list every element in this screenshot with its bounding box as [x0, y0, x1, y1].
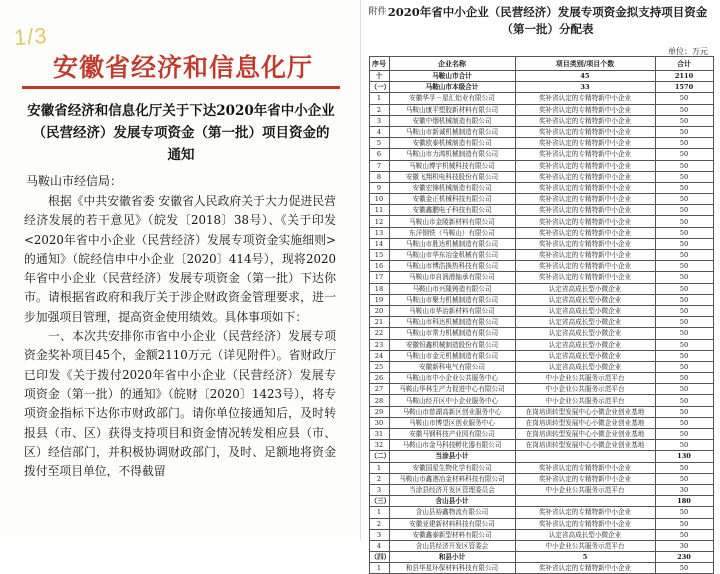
row-no: 14 — [369, 238, 389, 249]
row-company-name: 马鞍山市金陵新材料有限公司 — [389, 216, 515, 227]
row-project-type: 中小企业公共服务示范平台 — [515, 373, 655, 384]
row-amount: 50 — [655, 507, 713, 518]
red-divider-line — [22, 86, 340, 89]
row-project-type — [515, 451, 655, 462]
row-amount: 50 — [655, 238, 713, 249]
row-amount: 50 — [655, 395, 713, 406]
row-amount: 50 — [655, 216, 713, 227]
table-row — [369, 373, 713, 384]
row-no: 24 — [369, 350, 389, 361]
row-no: 19 — [369, 294, 389, 305]
row-no: 16 — [369, 261, 389, 272]
table-row — [369, 451, 713, 462]
row-company-name: 马鞍山经开区中小企业服务中心 — [389, 395, 515, 406]
column-header-total: 合计 — [655, 57, 713, 71]
row-company-name: 马鞍山市胜达机械制造有限公司 — [389, 238, 515, 249]
row-amount: 50 — [655, 138, 713, 149]
right-document-page — [360, 0, 720, 540]
table-row — [369, 93, 713, 104]
row-project-type: 在岗培训转型发展中心小微企业创业基地 — [515, 406, 655, 417]
row-company-name: 马鞍山市科达机械制造有限公司 — [389, 317, 515, 328]
row-no: 30 — [369, 417, 389, 428]
table-row — [369, 160, 713, 171]
table-row — [369, 317, 713, 328]
row-amount: 50 — [655, 440, 713, 451]
table-row — [369, 507, 713, 518]
table-row — [369, 126, 713, 137]
row-amount: 50 — [655, 473, 713, 484]
column-header-no: 序号 — [369, 57, 389, 71]
page-number-watermark: 1/3 — [13, 23, 48, 51]
table-row — [369, 384, 713, 395]
row-no: 27 — [369, 384, 389, 395]
row-company-name: 马鞍山市常力机械制造有限公司 — [389, 328, 515, 339]
row-company-name: 安徽欧泰机械制造有限公司 — [389, 138, 515, 149]
row-amount: 30 — [655, 484, 713, 495]
row-project-type: 在岗培训转型发展中心小微企业创业基地 — [515, 417, 655, 428]
row-company-name: 和县小计 — [389, 552, 515, 563]
document-recipient: 马鞍山市经信局： — [26, 172, 122, 189]
table-row — [369, 71, 713, 82]
row-no: 6 — [369, 149, 389, 160]
row-no: 4 — [369, 126, 389, 137]
row-project-type: 奖补省认定的专精特新中小企业 — [515, 171, 655, 182]
table-row — [369, 194, 713, 205]
row-amount: 50 — [655, 305, 713, 316]
row-no: 5 — [369, 138, 389, 149]
row-project-type: 在岗培训转型发展中心小微企业创业基地 — [515, 429, 655, 440]
row-company-name: 马鞍山市慈湖高新区创业服务中心 — [389, 406, 515, 417]
row-project-type: 奖补省认定的专精特新中小企业 — [515, 238, 655, 249]
row-project-type: 奖补省认定的专精特新中小企业 — [515, 518, 655, 529]
row-amount: 50 — [655, 529, 713, 540]
row-project-type: 认定省高成长型小微企业 — [515, 294, 655, 305]
row-amount: 50 — [655, 373, 713, 384]
table-body — [369, 71, 713, 574]
row-project-type: 5 — [515, 552, 655, 563]
left-document-page — [0, 0, 360, 540]
table-row — [369, 563, 713, 574]
row-amount: 2110 — [655, 71, 713, 82]
row-no: （一） — [369, 82, 389, 93]
row-project-type: 奖补省认定的专精特新中小企业 — [515, 138, 655, 149]
row-no: 13 — [369, 227, 389, 238]
row-company-name: 含山县小计 — [389, 496, 515, 507]
row-project-type: 在岗培训转型发展中心小微企业创业基地 — [515, 440, 655, 451]
row-amount: 50 — [655, 115, 713, 126]
row-company-name: 马鞍山市力鸿机械制造有限公司 — [389, 149, 515, 160]
table-row — [369, 395, 713, 406]
row-no: 20 — [369, 305, 389, 316]
row-company-name: 含山县经济开发区管委会 — [389, 540, 515, 551]
allocation-table — [369, 56, 714, 574]
row-project-type: 奖补省认定的专精特新中小企业 — [515, 507, 655, 518]
row-no: 23 — [369, 339, 389, 350]
row-project-type: 奖补省认定的专精特新中小企业 — [515, 93, 655, 104]
row-no: 十 — [369, 71, 389, 82]
row-amount: 230 — [655, 552, 713, 563]
row-project-type: 奖补省认定的专精特新中小企业 — [515, 104, 655, 115]
row-no: 15 — [369, 250, 389, 261]
row-project-type: 奖补省认定的专精特新中小企业 — [515, 115, 655, 126]
row-no: 32 — [369, 440, 389, 451]
row-company-name: 马鞍山市中小企业公共服务中心 — [389, 373, 515, 384]
row-project-type: 认定省高成长型小微企业 — [515, 328, 655, 339]
row-company-name: 安徽恒鑫机械制造股份有限公司 — [389, 339, 515, 350]
row-amount: 50 — [655, 205, 713, 216]
row-company-name: 马鞍山康平塑胶新材料有限公司 — [389, 104, 515, 115]
row-no: 25 — [369, 361, 389, 372]
table-row — [369, 429, 713, 440]
row-no: 2 — [369, 104, 389, 115]
row-project-type: 奖补省认定的专精特新中小企业 — [515, 160, 655, 171]
document-title: 安徽省经济和信息化厅关于下达2020年省中小企业（民营经济）发展专项资金（第一批）项目资金的通知 — [26, 100, 336, 166]
row-no: 1 — [369, 462, 389, 473]
row-project-type: 奖补省认定的专精特新中小企业 — [515, 182, 655, 193]
row-company-name: 和县华星环保材料科技有限公司 — [389, 563, 515, 574]
row-no: 3 — [369, 484, 389, 495]
row-no: 31 — [369, 429, 389, 440]
row-company-name: 安徽鑫鹏电子科技有限公司 — [389, 205, 515, 216]
row-company-name: 安徽金正机械科技有限公司 — [389, 194, 515, 205]
row-company-name: 马鞍山市鑫港冶金材料科技有限公司 — [389, 473, 515, 484]
row-project-type: 奖补省认定的专精特新中小企业 — [515, 216, 655, 227]
row-no: 1 — [369, 93, 389, 104]
row-company-name: 马鞍山博宇机械科技有限公司 — [389, 160, 515, 171]
table-row — [369, 149, 713, 160]
row-project-type: 认定省高成长型小微企业 — [515, 529, 655, 540]
table-row — [369, 250, 713, 261]
document-body — [24, 192, 336, 481]
row-amount: 50 — [655, 406, 713, 417]
table-row — [369, 529, 713, 540]
row-project-type: 奖补省认定的专精特新中小企业 — [515, 126, 655, 137]
table-row — [369, 104, 713, 115]
row-company-name: 安徽飞翔机电科技股份有限公司 — [389, 171, 515, 182]
row-company-name: 安徽华孚－星汇铝业有限公司 — [389, 93, 515, 104]
row-company-name: 安徽新科电气有限公司 — [389, 361, 515, 372]
body-paragraph-2: 一、本次共安排你市省中小企业（民营经济）发展专项资金奖补项目45个，金额2110万元（详见附件）。省财政厅已印发《关于拨付2020年省中小企业（民营经济）发展专项资金（第一批）的通知》（皖财〔2020〕1423号），将专项资金指标下达你市财政部门。请你单位接通知后，及时转报县（市、区）获得支持项目和资金情况转发相应县（市、区）经信部门，并积极协调财政部门，及时、足额地将资金拨付至项目单位，不得截留 — [24, 327, 336, 481]
row-amount: 50 — [655, 339, 713, 350]
row-amount: 50 — [655, 417, 713, 428]
organization-header: 安徽省经济和信息化厅 — [18, 48, 348, 84]
attachment-label: 附件 — [369, 4, 387, 17]
row-company-name: 安徽马钢科技产业园有限公司 — [389, 429, 515, 440]
row-no: 22 — [369, 328, 389, 339]
table-title: 2020年省中小企业（民营经济）发展专项资金拟支持项目资金（第一批）分配表 — [383, 4, 713, 38]
row-company-name: 马鞍山市华东冶金机械有限公司 — [389, 250, 515, 261]
row-company-name: 马鞍山市华冶新材料有限公司 — [389, 305, 515, 316]
row-company-name: 含山县裕鑫物流有限公司 — [389, 507, 515, 518]
table-row — [369, 328, 713, 339]
row-amount: 180 — [655, 496, 713, 507]
row-amount: 50 — [655, 149, 713, 160]
row-no: 21 — [369, 317, 389, 328]
row-project-type: 奖补省认定的专精特新中小企业 — [515, 473, 655, 484]
table-row — [369, 115, 713, 126]
row-no: 26 — [369, 373, 389, 384]
row-project-type: 中小企业公共服务示范平台 — [515, 384, 655, 395]
row-project-type: 认定省高成长型小微企业 — [515, 283, 655, 294]
row-amount: 1570 — [655, 82, 713, 93]
column-header-type: 项目类别/项目个数 — [515, 57, 655, 71]
row-company-name: 马鞍山华林生产力促进中心有限公司 — [389, 384, 515, 395]
table-row — [369, 462, 713, 473]
row-project-type: 奖补省认定的专精特新中小企业 — [515, 205, 655, 216]
row-company-name: 马鞍山市兴隆铸造有限公司 — [389, 283, 515, 294]
row-amount: 50 — [655, 350, 713, 361]
row-company-name: 马鞍山市新诚机械制造有限公司 — [389, 126, 515, 137]
row-company-name: 马鞍山市博望区创业服务中心 — [389, 417, 515, 428]
body-paragraph-1: 根据《中共安徽省委 安徽省人民政府关于大力促进民营经济发展的若干意见》（皖发〔2018〕38号）、《关于印发<2020年省中小企业（民营经济）发展专项资金实施细则>的通知》（皖经信申中小企业〔2020〕414号），现将2020年省中小企业（民营经济）发展专项资金（第一批）下达你市。请根据省政府和我厅关于涉企财政资金管理要求，进一步加强项目管理，提高资金使用绩效。具体事项如下： — [24, 192, 336, 327]
row-amount: 50 — [655, 429, 713, 440]
table-row — [369, 518, 713, 529]
table-row — [369, 496, 713, 507]
row-amount: 50 — [655, 563, 713, 574]
table-row — [369, 171, 713, 182]
row-no: 1 — [369, 507, 389, 518]
row-company-name: 马鞍山市金元机械制造有限公司 — [389, 350, 515, 361]
row-project-type: 奖补省认定的专精特新中小企业 — [515, 149, 655, 160]
row-project-type: 奖补省认定的专精特新中小企业 — [515, 462, 655, 473]
row-no: 10 — [369, 194, 389, 205]
row-amount: 50 — [655, 126, 713, 137]
table-row — [369, 552, 713, 563]
row-no: 11 — [369, 205, 389, 216]
row-company-name: 安徽亚建新材料科技有限公司 — [389, 518, 515, 529]
row-project-type: 认定省高成长型小微企业 — [515, 361, 655, 372]
row-amount: 50 — [655, 462, 713, 473]
row-amount: 50 — [655, 361, 713, 372]
table-row — [369, 339, 713, 350]
row-project-type: 奖补省认定的专精特新中小企业 — [515, 250, 655, 261]
table-row — [369, 350, 713, 361]
table-row — [369, 540, 713, 551]
row-amount: 50 — [655, 227, 713, 238]
row-no: 8 — [369, 171, 389, 182]
row-company-name: 当涂县经济开发区管理委员会 — [389, 484, 515, 495]
unit-note: 单位：万元 — [668, 46, 708, 57]
row-no: 9 — [369, 182, 389, 193]
row-amount: 50 — [655, 93, 713, 104]
table-row — [369, 261, 713, 272]
row-company-name: 马鞍山市博浩换热科技有限公司 — [389, 261, 515, 272]
row-company-name: 马鞍山市本级合计 — [389, 82, 515, 93]
row-company-name: 安徽中烟机械制造有限公司 — [389, 115, 515, 126]
row-amount: 50 — [655, 171, 713, 182]
row-no: 28 — [369, 395, 389, 406]
row-project-type: 45 — [515, 71, 655, 82]
row-company-name: 东洋钢铁（马鞍山）有限公司 — [389, 227, 515, 238]
row-no: 2 — [369, 473, 389, 484]
row-amount: 50 — [655, 518, 713, 529]
table-row — [369, 82, 713, 93]
row-no: 12 — [369, 216, 389, 227]
table-row — [369, 283, 713, 294]
column-header-name: 企业名称 — [389, 57, 515, 71]
row-amount: 50 — [655, 317, 713, 328]
row-no: 7 — [369, 160, 389, 171]
table-row — [369, 272, 713, 283]
row-company-name: 安徽鑫泰新型材料有限公司 — [389, 529, 515, 540]
row-no: （二） — [369, 451, 389, 462]
row-company-name: 马鞍山市自润滑轴承有限公司 — [389, 272, 515, 283]
row-project-type: 中小企业公共服务示范平台 — [515, 540, 655, 551]
table-row — [369, 182, 713, 193]
row-amount: 130 — [655, 451, 713, 462]
row-project-type: 认定省高成长型小微企业 — [515, 350, 655, 361]
row-no: 18 — [369, 283, 389, 294]
row-project-type: 奖补省认定的专精特新中小企业 — [515, 272, 655, 283]
row-amount: 50 — [655, 250, 713, 261]
row-no: 29 — [369, 406, 389, 417]
row-project-type: 奖补省认定的专精特新中小企业 — [515, 227, 655, 238]
row-no: 1 — [369, 563, 389, 574]
row-project-type: 中小企业公共服务示范平台 — [515, 395, 655, 406]
table-row — [369, 238, 713, 249]
table-row — [369, 417, 713, 428]
row-no: 17 — [369, 272, 389, 283]
table-row — [369, 216, 713, 227]
table-header-row — [369, 57, 713, 71]
row-project-type: 奖补省认定的专精特新中小企业 — [515, 261, 655, 272]
row-no: （四） — [369, 552, 389, 563]
row-project-type: 认定省高成长型小微企业 — [515, 317, 655, 328]
row-no: （三） — [369, 496, 389, 507]
table-row — [369, 484, 713, 495]
row-project-type: 认定省高成长型小微企业 — [515, 305, 655, 316]
row-company-name: 马鞍山市聚力机械制造有限公司 — [389, 294, 515, 305]
row-project-type — [515, 496, 655, 507]
row-amount: 50 — [655, 261, 713, 272]
row-project-type: 中小企业公共服务示范平台 — [515, 484, 655, 495]
row-no: 3 — [369, 529, 389, 540]
row-project-type: 奖补省认定的专精特新中小企业 — [515, 563, 655, 574]
table-row — [369, 205, 713, 216]
row-amount: 50 — [655, 160, 713, 171]
table-row — [369, 473, 713, 484]
row-no: 4 — [369, 540, 389, 551]
table-row — [369, 406, 713, 417]
table-row — [369, 138, 713, 149]
row-amount: 50 — [655, 384, 713, 395]
table-row — [369, 305, 713, 316]
row-amount: 50 — [655, 283, 713, 294]
row-amount: 50 — [655, 328, 713, 339]
row-amount: 50 — [655, 194, 713, 205]
table-row — [369, 294, 713, 305]
row-company-name: 安徽国星生物化学有限公司 — [389, 462, 515, 473]
row-project-type: 奖补省认定的专精特新中小企业 — [515, 194, 655, 205]
row-amount: 50 — [655, 104, 713, 115]
row-amount: 50 — [655, 272, 713, 283]
table-row — [369, 361, 713, 372]
row-company-name: 马鞍山市合计 — [389, 71, 515, 82]
row-project-type: 33 — [515, 82, 655, 93]
table-row — [369, 227, 713, 238]
row-company-name: 安徽宏锦机械制造有限公司 — [389, 182, 515, 193]
table-row — [369, 440, 713, 451]
row-no: 3 — [369, 115, 389, 126]
row-company-name: 马鞍山市金马科技孵化器有限公司 — [389, 440, 515, 451]
row-company-name: 当涂县小计 — [389, 451, 515, 462]
row-amount: 50 — [655, 294, 713, 305]
row-project-type: 认定省高成长型小微企业 — [515, 339, 655, 350]
row-amount: 50 — [655, 182, 713, 193]
row-amount: 30 — [655, 540, 713, 551]
row-no: 2 — [369, 518, 389, 529]
